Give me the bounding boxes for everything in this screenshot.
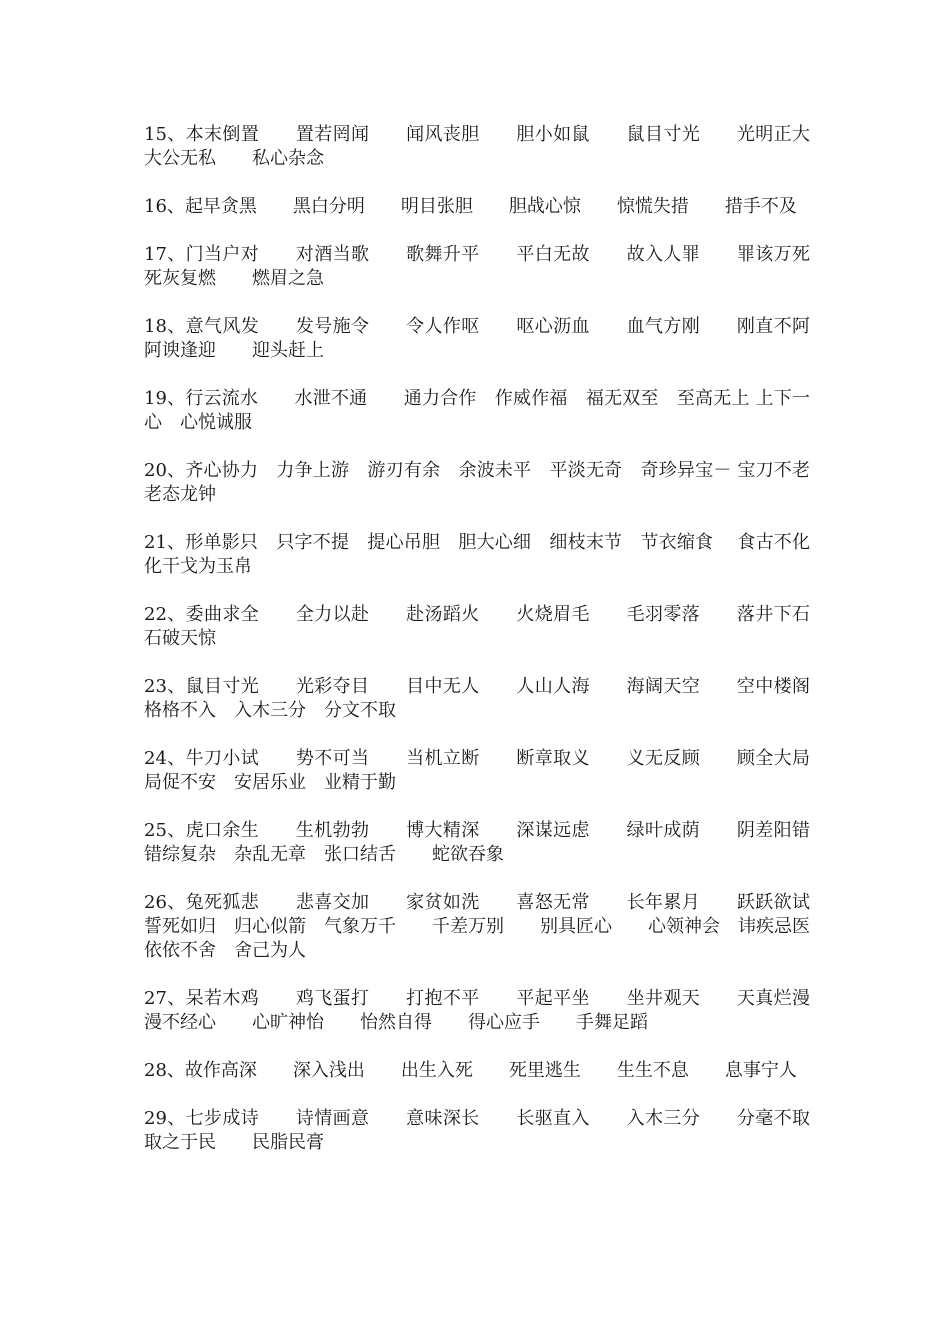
idiom-chain-21: 21、形单影只 只字不提 提心吊胆 胆大心细 细枝末节 节衣缩食 食古不化 化干戈为玉帛 [144,532,846,577]
idiom-chain-26: 26、兔死狐悲 悲喜交加 家贫如洗 喜怒无常 长年累月 跃跃欲试 誓死如归 归心似箭 气象万千 千差万别 别具匠心 心领神会 讳疾忌医 依依不舍 舍己为人 [144,892,828,961]
idiom-chain-18: 18、意气风发 发号施令 令人作呕 呕心沥血 血气方刚 刚直不阿 阿谀逢迎 迎头赶上 [144,316,816,361]
idiom-chain-22: 22、委曲求全 全力以赴 赴汤蹈火 火烧眉毛 毛羽零落 落井下石 石破天惊 [144,604,828,649]
document-body [144,123,846,1179]
idiom-chain-29: 29、七步成诗 诗情画意 意味深长 长驱直入 入木三分 分毫不取 取之于民 民脂民膏 [144,1108,828,1153]
idiom-chain-20: 20、齐心协力 力争上游 游刃有余 余波未平 平淡无奇 奇珍异宝－ 宝刀不老 老态龙钟 [144,460,846,505]
idiom-chain-15: 15、本末倒置 置若罔闻 闻风丧胆 胆小如鼠 鼠目寸光 光明正大 大公无私 私心杂念 [144,124,816,169]
idiom-chain-27: 27、呆若木鸡 鸡飞蛋打 打抱不平 平起平坐 坐井观天 天真烂漫 漫不经心 心旷神怡 怡然自得 得心应手 手舞足蹈 [144,988,828,1033]
idiom-chain-17: 17、门当户对 对酒当歌 歌舞升平 平白无故 故入人罪 罪该万死 死灰复燃 燃眉之急 [144,244,816,289]
idiom-chain-19: 19、行云流水 水泄不通 通力合作 作威作福 福无双至 至高无上 上下一心 心悦诚服 [144,388,810,433]
idiom-chain-23: 23、鼠目寸光 光彩夺目 目中无人 人山人海 海阔天空 空中楼阁 格格不入 入木三分 分文不取 [144,676,816,721]
idiom-chain-16: 16、起早贪黑 黑白分明 明目张胆 胆战心惊 惊慌失措 措手不及 [144,196,797,217]
idiom-chain-25: 25、虎口余生 生机勃勃 博大精深 深谋远虑 绿叶成荫 阴差阳错 错综复杂 杂乱无章 张口结舌 蛇欲吞象 [144,820,828,865]
idiom-chain-24: 24、牛刀小试 势不可当 当机立断 断章取义 义无反顾 顾全大局 局促不安 安居乐业 业精于勤 [144,748,816,793]
idiom-chain-28: 28、故作高深 深入浅出 出生入死 死里逃生 生生不息 息事宁人 [144,1060,797,1081]
